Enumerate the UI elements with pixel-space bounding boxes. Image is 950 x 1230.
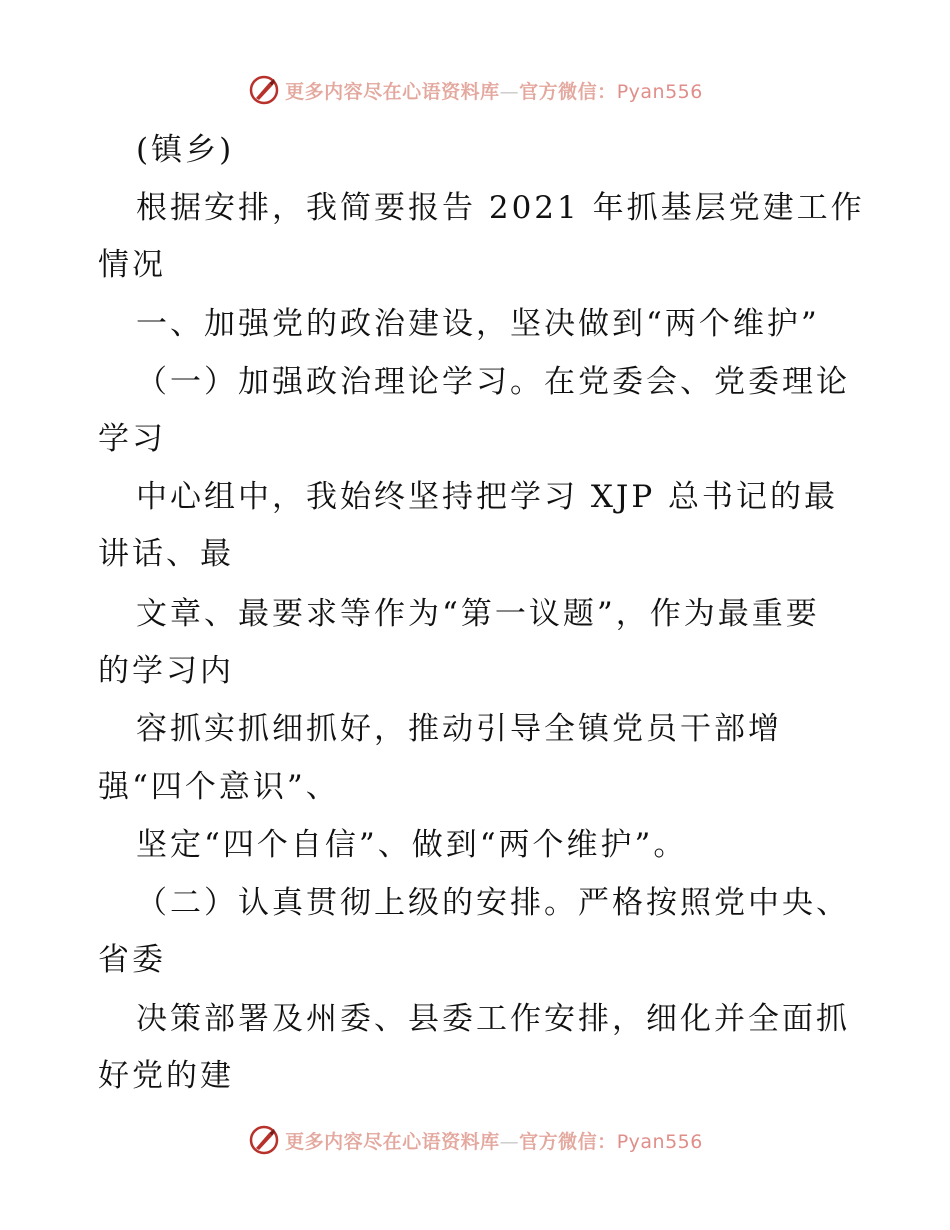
text-line: 决策部署及州委、县委工作安排，细化并全面抓 [136,1001,850,1037]
text-line: 强“四个意识”、 [98,769,340,805]
text-line: 省委 [98,942,166,978]
text-line: 情况 [98,247,166,283]
text-line: 好党的建 [98,1058,234,1094]
text-line: （一）加强政治理论学习。在党委会、党委理论 [136,364,850,400]
header-watermark [0,70,950,110]
text-line: 中心组中，我始终坚持把学习 XJP 总书记的最 [136,479,839,515]
text-line: 文章、最要求等作为“第一议题”，作为最重要 [136,596,820,632]
text-line: 坚定“四个自信”、做到“两个维护”。 [136,827,688,863]
pen-logo-icon [247,1123,281,1157]
watermark-text: 更多内容尽在心语资料库—官方微信：Pyan556 [285,1130,703,1153]
text-line: 容抓实抓细抓好，推动引导全镇党员干部增 [136,711,782,747]
text-line: 的学习内 [98,653,234,689]
text-line: 根据安排，我简要报告 2021 年抓基层党建工作 [136,190,865,226]
watermark-text: 更多内容尽在心语资料库—官方微信：Pyan556 [285,80,703,103]
footer-watermark [0,1120,950,1160]
text-line: 讲话、最 [98,536,234,572]
text-line: (镇乡) [136,132,235,168]
text-line: 一、加强党的政治建设，坚决做到“两个维护” [136,306,820,342]
pen-logo-icon [247,73,281,107]
text-line: 学习 [98,421,166,457]
text-line: （二）认真贯彻上级的安排。严格按照党中央、 [136,885,850,921]
